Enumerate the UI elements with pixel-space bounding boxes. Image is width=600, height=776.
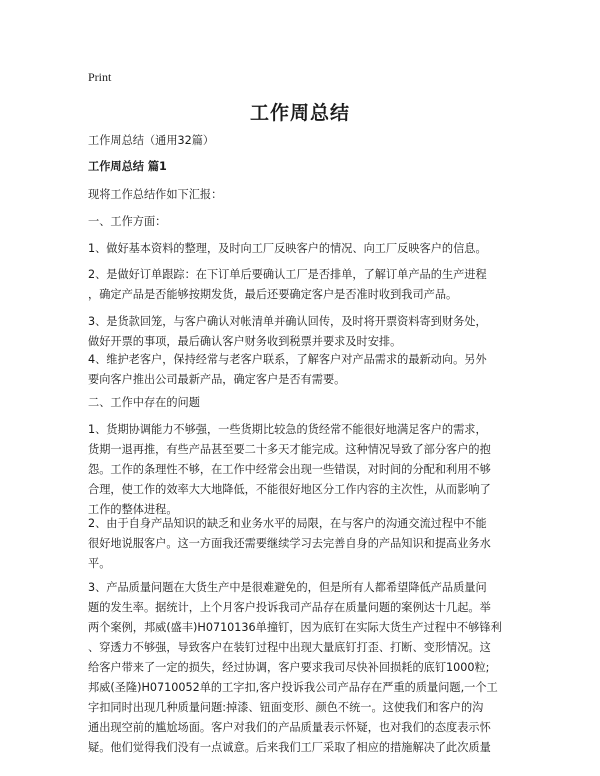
intro-paragraph — [88, 185, 516, 205]
print-link[interactable]: Print — [88, 70, 112, 84]
paragraph-line: 怨。工作的条理性不够，在工作中经常会出现一些错误，对时间的分配和利用不够 — [88, 463, 491, 476]
paragraph-line: 做好开票的事项，最后确认客户财务收到税票并要求及时安排。 — [88, 335, 402, 348]
paragraph-line: 两个案例，邦威(盛丰)H0710136单撞钉，因为底钉在实际大货生产过程中不够锋利 — [88, 621, 502, 634]
paragraph-5 — [88, 420, 516, 520]
paragraph-line: 2、由于自身产品知识的缺乏和业务水平的局限，在与客户的沟通交流过程中不能 — [88, 517, 487, 530]
paragraph-line: 很好地说服客户。这一方面我还需要继续学习去完善自身的产品知识和提高业务水 — [88, 537, 491, 550]
paragraph-line: 合理，使工作的效率大大地降低，不能很好地区分工作内容的主次性，从而影响了 — [88, 483, 491, 496]
heading-work-text: 一、工作方面： — [88, 215, 167, 228]
paragraph-line: 疑。他们觉得我们没有一点诚意。后来我们工厂采取了相应的措施解决了此次质量 — [88, 741, 491, 754]
page-title: 工作周总结 — [249, 102, 350, 124]
section-heading-text: 工作周总结 篇1 — [88, 160, 167, 173]
paragraph-7 — [88, 578, 516, 758]
paragraph-line: 3、是货款回笼，与客户确认对帐清单并确认回传，及时将开票资料寄到财务处， — [88, 315, 487, 328]
paragraph-line: 1、货期协调能力不够强，一些货期比较急的货经常不能很好地满足客户的需求， — [88, 423, 487, 436]
paragraph-line: 题的发生率。据统计，上个月客户投诉我司产品存在质量问题的案例达十几起。举 — [88, 601, 491, 614]
intro-text: 现将工作总结作如下汇报： — [88, 188, 223, 201]
paragraph-line: 货期一退再推，有些产品甚至要二十多天才能完成。这种情况导致了部分客户的抱 — [88, 443, 491, 456]
paragraph-line: 给客户带来了一定的损失，经过协调，客户要求我司尽快补回损耗的底钉1000粒; — [88, 661, 490, 674]
paragraph-line: 通出现空前的尴尬场面。客户对我们的产品质量表示怀疑，也对我们的态度表示怀 — [88, 721, 491, 734]
paragraph-line: 2、是做好订单跟踪：在下订单后要确认工厂是否排单，了解订单产品的生产进程 — [88, 268, 487, 281]
heading-problems — [88, 393, 516, 413]
section-heading — [88, 157, 516, 177]
paragraph-line: 字扣同时出现几种质量问题:掉漆、钮面变形、颜色不统一。这使我们和客户的沟 — [88, 701, 484, 714]
paragraph-line: 、穿透力不够强，导致客户在装钉过程中出现大量底钉打歪、打断、变形情况。这 — [88, 641, 491, 654]
subtitle-text: 工作周总结（通用32篇） — [88, 134, 215, 147]
subtitle — [88, 131, 516, 151]
paragraph-line: 4、维护老客户，保持经常与老客户联系，了解客户对产品需求的最新动向。另外 — [88, 353, 487, 366]
paragraph-line: 要向客户推出公司最新产品，确定客户是否有需要。 — [88, 373, 346, 386]
paragraph-line: 1、做好基本资料的整理，及时向工厂反映客户的情况、向工厂反映客户的信息。 — [88, 242, 487, 255]
paragraph-line: ，确定产品是否能够按期发货，最后还要确定客户是否准时收到我司产品。 — [88, 288, 458, 301]
paragraph-1 — [88, 239, 516, 259]
heading-problems-text: 二、工作中存在的问题 — [88, 396, 200, 409]
paragraph-line: 工作的整体进程。 — [88, 503, 178, 516]
paragraph-line: 3、产品质量问题在大货生产中是很难避免的，但是所有人都希望降低产品质量问 — [88, 581, 487, 594]
paragraph-3 — [88, 312, 516, 352]
heading-work — [88, 212, 516, 232]
paragraph-6 — [88, 514, 516, 574]
paragraph-4 — [88, 350, 516, 390]
paragraph-line: 邦威(圣隆)H0710052单的工字扣,客户投诉我公司产品存在严重的质量问题,一个工 — [88, 681, 498, 694]
paragraph-2 — [88, 265, 516, 305]
paragraph-line: 平。 — [88, 557, 111, 570]
